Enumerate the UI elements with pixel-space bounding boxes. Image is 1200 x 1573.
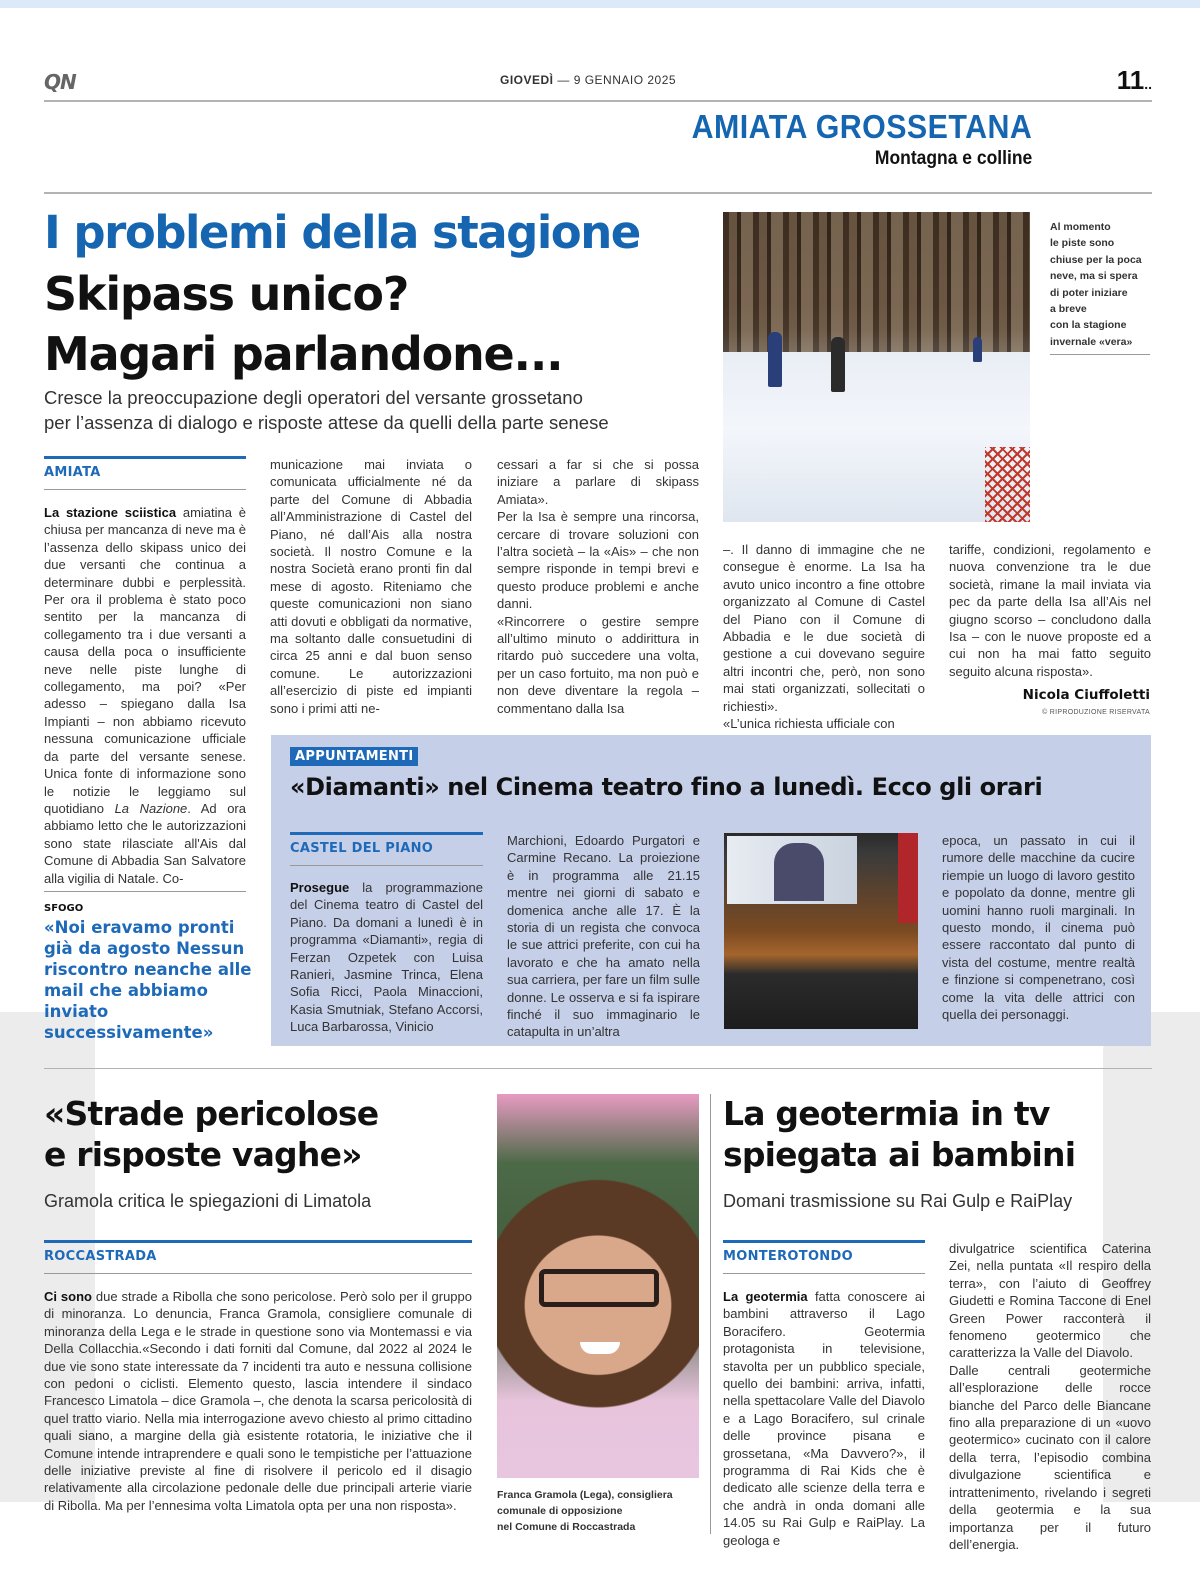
photo-person [768, 332, 782, 387]
section-heading [662, 108, 1032, 170]
main-subheading-line1: Cresce la preoccupazione degli operatori del versante grossetano [44, 387, 583, 408]
main-kicker: I problemi della stagione [44, 206, 640, 259]
page-dots: .. [1144, 76, 1152, 92]
paragraph: –. Il danno di immagine che ne consegue è enorme. La Isa ha avuto unico incontro a fine ottobre organizzato al Comune di Castel del Piano con il Comune di Abbadia e le due società di gestione a cui dovevano seguire altri incontri che, però, non sono mai stati organizzati, sollecitati o richiesti». [723, 542, 925, 714]
paragraph: cessari a far si che si possa iniziare a parlare di skipass Amiata». [497, 457, 699, 507]
caption-line: Al momento [1050, 221, 1111, 233]
cinema-photo [724, 833, 918, 1029]
appuntamenti-tag: APPUNTAMENTI [290, 747, 418, 766]
location-tag-castel-del-piano [290, 832, 483, 866]
lead-bold: La geotermia [723, 1289, 808, 1304]
photo-man-on-screen [774, 843, 824, 901]
lead-bold: Ci sono [44, 1289, 92, 1304]
sfogo-divider [44, 891, 246, 892]
strade-subheading: Gramola critica le spiegazioni di Limatola [44, 1191, 372, 1211]
newspaper-logo: QN [44, 70, 76, 94]
date-text: — 9 GENNAIO 2025 [557, 73, 677, 87]
byline: Nicola Ciuffoletti [1022, 687, 1150, 703]
geotermia-subheading: Domani trasmissione su Rai Gulp e RaiPlay [723, 1191, 1073, 1211]
caption-line: di poter iniziare [1050, 286, 1128, 299]
main-article-col1 [44, 504, 246, 887]
franca-gramola-photo [497, 1094, 699, 1478]
main-headline-line1: Skipass unico? [44, 267, 409, 321]
location-tag-monterotondo [723, 1240, 925, 1274]
appuntamenti-title: «Diamanti» nel Cinema teatro fino a lunedì. Ecco gli orari [290, 773, 1043, 801]
photo-person [831, 337, 845, 392]
location-tag-amiata [44, 456, 246, 490]
location-label: CASTEL DEL PIANO [290, 841, 434, 856]
geotermia-headline-line2: spiegata ai bambini [723, 1135, 1076, 1174]
copyright-notice: © RIPRODUZIONE RISERVATA [1042, 709, 1150, 716]
paragraph [723, 1288, 925, 1549]
section-title: AMIATA GROSSETANA [691, 108, 1032, 145]
body-text: due strade a Ribolla che sono pericolose. Però solo per il gruppo di minoranza. Lo denuncia, Franca Gramola, consigliere comunale di minoranza della Lega e le strade in questione sono via Montemassi e via Della Collacchia.«Secondo i dati forniti dal Comune, dal 2022 al 2024 le due vie sono state interessate da 7 incidenti tra auto e nessuna collisione con pedoni o ciclisti. Elemento questo, lascia intendere il sindaco Francesco Limatola – dice Gramola –, che denota la scarsa pericolosità di quel tratto viario. Nella mia interrogazione avevo chiesto al primo cittadino quali siano, a margine della già esistente rotatoria, le iniziative che il Comune intende intraprendere e quali sono le tempistiche per l’attuazione delle iniziative previste al fine di risolvere il pericolo ed il disagio relativamente alla circolazione pedonale delle due principali arterie viarie di Ribolla. Ma per l’ennesima volta Limatola opta per una non risposta». [44, 1289, 472, 1513]
body-text: fatta conoscere ai bambini attraverso il Lago Boracifero. Geotermia protagonista in televisione, stavolta per un pubblico speciale, quello dei bambini: arriva, infatti, nella spettacolare Valle del Diavolo e a Lago Boracifero, sul crinale delle province pisana e grossetana, «Ma Davvero?», il programma di Rai Kids che è dedicato alle scienze della terra e che andrà in onda domani alle 14.05 su Rai Gulp e RaiPlay. La geologa e [723, 1289, 925, 1548]
location-tag-roccastrada [44, 1240, 472, 1274]
caption-line: nel Comune di Roccastrada [497, 1521, 636, 1533]
caption-line: invernale «vera» [1050, 335, 1133, 348]
section-divider [44, 192, 1152, 194]
issue-date [500, 73, 676, 87]
main-headline [44, 264, 562, 384]
main-subheading-line2: per l’assenza di dialogo e risposte attese da quelli della parte senese [44, 412, 609, 433]
main-subheading [44, 385, 609, 435]
caption-line: con la stagione [1050, 319, 1127, 332]
weekday: GIOVEDÌ [500, 73, 554, 87]
caption-line: neve, ma si spera [1050, 270, 1138, 283]
strade-headline-line1: «Strade pericolose [44, 1094, 379, 1133]
sfogo-label: SFOGO [44, 903, 84, 914]
location-label: AMIATA [44, 465, 101, 480]
body-italic: La Nazione [114, 800, 188, 816]
geotermia-headline-line1: La geotermia in tv [723, 1094, 1050, 1133]
page-header [44, 65, 1152, 102]
lead-bold: La stazione sciistica [44, 505, 177, 520]
paragraph: «Rincorrere o gestire sempre all’ultimo minuto o addirittura in ritardo può succedere una volta, per un caso fortuito, ma non può e non deve diventare la regola – commentano dalla Isa [497, 613, 699, 716]
paragraph: Dalle centrali geotermiche all’esplorazione delle rocce bianche del Parco delle Biancane fino alla preparazione di un «uovo geotermico» cucinato con il calore della terra, l’episodio combina divulgazione scientifica e intrattenimento, rivelando i segreti della geotermia e la sua importanza per il futuro dell’energia. [949, 1362, 1151, 1552]
location-label: MONTEROTONDO [723, 1249, 853, 1264]
ski-slope-photo [723, 212, 1030, 522]
caption-line: a breve [1050, 303, 1087, 316]
photo-person [973, 337, 982, 362]
appuntamenti-col2 [507, 832, 700, 1041]
main-article-col4 [723, 541, 925, 732]
main-article-col3 [497, 456, 699, 717]
geotermia-col2 [949, 1240, 1151, 1553]
page-number-value: 11 [1116, 65, 1145, 95]
ski-photo-caption [1050, 219, 1160, 355]
caption-line: comunale di opposizione [497, 1505, 623, 1517]
lower-divider [44, 1068, 1152, 1069]
paragraph: municazione mai inviata o comunicata ufficialmente né da parte del Comune di Abbadia all’Amministrazione di Castel del Piano, né dall’Ais alla nostra società. Il nostro Comune e la nostra Società erano pronti fin dal mese di agosto. Riteniamo che queste comunicazioni non siano atti dovuti e obbligati da normative, ma soltanto dalle consuetudini di circa 25 anni e dal buon senso comune. Le autorizzazioni all’esercizio di piste ed impianti sono i primi atti ne- [270, 457, 472, 716]
paragraph [290, 879, 483, 1036]
column-divider [710, 1094, 711, 1534]
geotermia-headline [723, 1093, 1075, 1175]
paragraph: epoca, un passato in cui il rumore delle macchine da cucire riempie un luogo di lavoro gestito e popolato da donne, mentre gli uomini hanno ruoli marginali. In questo mondo, il cinema può essere raccontato dal punto di vista del costume, mentre realtà e finzione si compenetrano, così come la vita delle attrici con quella dei personaggi. [942, 833, 1135, 1023]
main-article-col2 [270, 456, 472, 717]
paragraph: Marchioni, Edoardo Purgatori e Carmine Recano. La proiezione è in programma alle 21.15 mentre nei giorni di sabato e domenica anche alle 17. È la storia di un regista che convoca le sue attrici preferite, con cui ha lavorato e che ha amato nella sua carriera, per fare un film sulle donne. Le osserva e si fa ispirare finché il suo immaginario le catapulta in un’altra [507, 833, 700, 1040]
paragraph [44, 504, 246, 887]
strade-body [44, 1288, 472, 1514]
photo-red-curtain [898, 833, 918, 923]
viewer-top-bar [0, 0, 1200, 8]
section-subtitle: Montagna e colline [874, 148, 1032, 169]
photo-glasses [539, 1269, 659, 1307]
body-text: amiatina è chiusa per mancanza di neve ma è l’assenza dello skipass unico dei due versanti che continua a determinare dubbi e perplessità. Per ora il problema è stato poco sentito per la mancanza di collegamento tra i due versanti a causa della poca o insufficiente neve nelle piste lunghe di collegamento, ma poi? «Per adesso – spiegano dalla Isa Impianti – non abbiamo ricevuto nessuna comunicazione ufficiale da parte del versante senese. Unica fonte di informazione sono le notizie le leggiamo sul quotidiano [44, 505, 246, 816]
paragraph [44, 1288, 472, 1514]
gramola-photo-caption [497, 1487, 707, 1535]
lead-bold: Prosegue [290, 880, 350, 895]
strade-headline [44, 1093, 378, 1175]
caption-line: le piste sono [1050, 237, 1115, 250]
photo-safety-net [985, 447, 1030, 522]
paragraph: Per la Isa è sempre una rincorsa, cercare di trovare soluzioni con l’altra società – la «Ais» – che non sempre risponde in tempi brevi e questo produce problemi e anche danni. [497, 509, 699, 612]
appuntamenti-col3 [942, 832, 1135, 1023]
appuntamenti-col1 [290, 879, 483, 1036]
page-number [1117, 65, 1152, 96]
body-text: . Ad ora abbiamo letto che le autorizzazioni sono state rilasciate all'Ais dal Comune di Abbadia San Salvatore alla vigilia di Natale. Co- [44, 800, 246, 886]
geotermia-col1 [723, 1288, 925, 1549]
strade-headline-line2: e risposte vaghe» [44, 1135, 362, 1174]
paragraph: «L’unica richiesta ufficiale con [723, 716, 895, 732]
photo-trees [723, 212, 1030, 352]
paragraph: divulgatrice scientifica Caterina Zei, nella puntata «Il respiro della terra», con l’aiuto di Geoffrey Giudetti e Romina Taccone di Enel Green Power racconterà il fenomeno geotermico che caratterizza la Valle del Diavolo. [949, 1241, 1151, 1361]
caption-line: chiuse per la poca [1050, 253, 1142, 266]
paragraph: tariffe, condizioni, regolamento e nuova convenzione tra le due società, rimane la mail inviata via pec da parte della Isa all’Ais nel giugno scorso – concludono dalla Isa – con le nuove proposte ed a cui non ha mai fatto seguito seguito alcuna risposta». [949, 542, 1151, 679]
pull-quote: «Noi eravamo pronti già da agosto Nessun riscontro neanche alle mail che abbiamo inviato successivamente» [44, 918, 252, 1042]
caption-line: Franca Gramola (Lega), consigliera [497, 1489, 673, 1501]
location-label: ROCCASTRADA [44, 1249, 157, 1264]
caption-rule [1050, 354, 1150, 355]
photo-smile [580, 1342, 620, 1354]
main-article-col5 [949, 541, 1151, 680]
body-text: la programmazione del Cinema teatro di Castel del Piano. Da domani a lunedì è in programma «Diamanti», regia di Ferzan Ozpetek con Luisa Ranieri, Jasmine Trinca, Elena Sofia Ricci, Paola Minaccioni, Kasia Smutniak, Stefano Accorsi, Luca Barbarossa, Vinicio [290, 880, 483, 1035]
main-headline-line2: Magari parlandone... [44, 327, 563, 381]
